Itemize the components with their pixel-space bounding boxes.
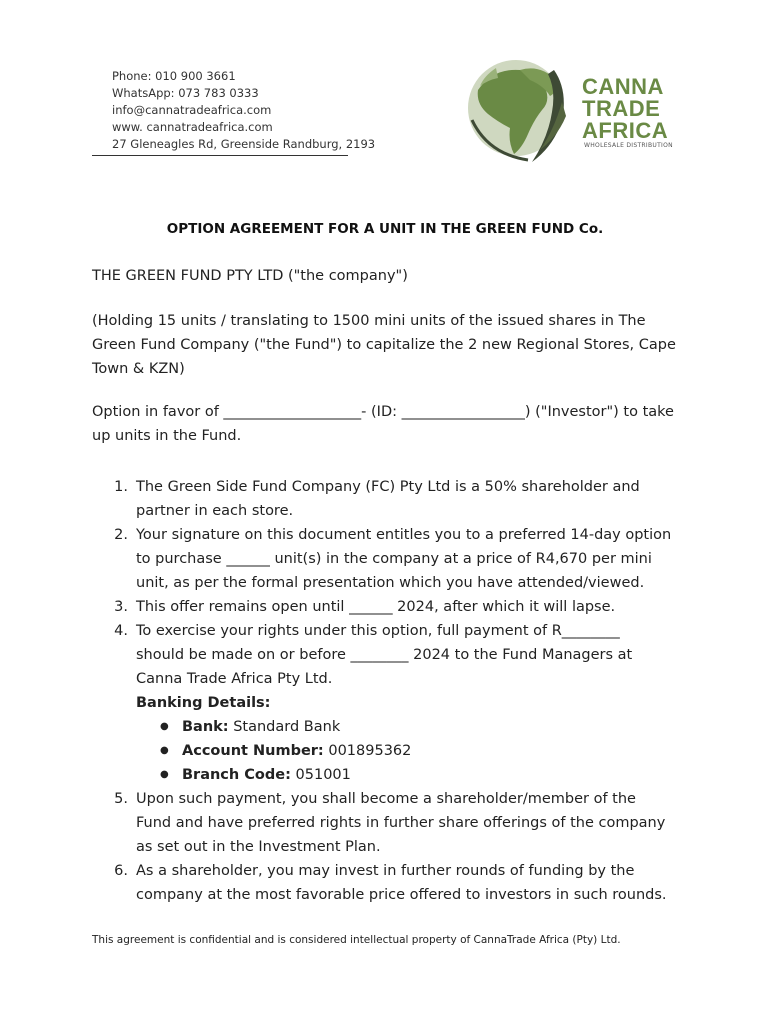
document-title: OPTION AGREEMENT FOR A UNIT IN THE GREEN FUND Co. [166, 221, 604, 237]
brand-line-africa: AFRICA [582, 118, 669, 143]
email-text: info@cannatradeafrica.com [112, 103, 272, 117]
branch-label: Branch Code: [182, 767, 291, 783]
bullet-icon: ● [160, 721, 169, 732]
list-text: To exercise your rights under this option, full payment of R________ should be made on or before ________ 2024 to the Fund Managers at Canna Trade Africa Pty Ltd. [136, 623, 633, 687]
list-item [92, 523, 672, 595]
list-item [92, 475, 672, 523]
banking-heading: Banking Details: [136, 695, 271, 711]
account-row [136, 739, 672, 763]
bank-label: Bank: [182, 719, 229, 735]
branch-row [136, 763, 672, 787]
brand-line-canna: CANNA [582, 74, 664, 99]
list-text: This offer remains open until ______ 2024, after which it will lapse. [136, 599, 616, 615]
list-text: Upon such payment, you shall become a shareholder/member of the Fund and have preferred rights in further share offerings of the company as set out in the Investment Plan. [136, 791, 666, 855]
list-number: 5. [114, 791, 128, 807]
phone-text: Phone: 010 900 3661 [112, 69, 236, 83]
bullet-icon: ● [160, 745, 169, 756]
brand-line-trade: TRADE [582, 96, 661, 121]
holding-paragraph: (Holding 15 units / translating to 1500 mini units of the issued shares in The Green Fund Company ("the Fund") to capitalize the 2 new Regional Stores, Cape Town & KZN) [92, 313, 676, 377]
brand-wordmark [582, 76, 668, 142]
list-number: 6. [114, 863, 128, 879]
list-text: As a shareholder, you may invest in further rounds of funding by the company at the most favorable price offered to investors in such rounds. [136, 863, 667, 903]
account-value: 001895362 [323, 743, 412, 759]
contact-block [112, 68, 375, 153]
list-text: The Green Side Fund Company (FC) Pty Ltd is a 50% shareholder and partner in each store. [136, 479, 640, 519]
bullet-icon: ● [160, 769, 169, 780]
account-label: Account Number: [182, 743, 324, 759]
whatsapp-text: WhatsApp: 073 783 0333 [112, 86, 259, 100]
branch-value: 051001 [290, 767, 351, 783]
list-number: 2. [114, 527, 128, 543]
list-text: Your signature on this document entitles you to a preferred 14-day option to purchase ______ unit(s) in the company at a price of R4,670 per mini unit, as per the formal presentation which you have attended/viewed. [136, 527, 672, 591]
list-item [92, 859, 672, 907]
list-item [92, 595, 672, 619]
list-number: 3. [114, 599, 128, 615]
terms-list [92, 475, 672, 907]
website-text: www. cannatradeafrica.com [112, 120, 273, 134]
list-item [92, 619, 672, 691]
banking-details [92, 691, 672, 787]
brand-tagline: WHOLESALE DISTRIBUTION [584, 142, 673, 149]
option-paragraph: Option in favor of ___________________- (ID: _________________) ("Investor") to take up units in the Fund. [92, 404, 674, 444]
address-text: 27 Gleneagles Rd, Greenside Randburg, 2193 [112, 137, 376, 151]
bank-row [136, 715, 672, 739]
footer-note: This agreement is confidential and is considered intellectual property of CannaTrade Africa (Pty) Ltd. [92, 934, 621, 946]
company-paragraph: THE GREEN FUND PTY LTD ("the company") [92, 268, 408, 284]
list-item [92, 787, 672, 859]
contact-divider [92, 155, 348, 156]
list-number: 1. [114, 479, 128, 495]
list-number: 4. [114, 623, 128, 639]
bank-value: Standard Bank [228, 719, 341, 735]
